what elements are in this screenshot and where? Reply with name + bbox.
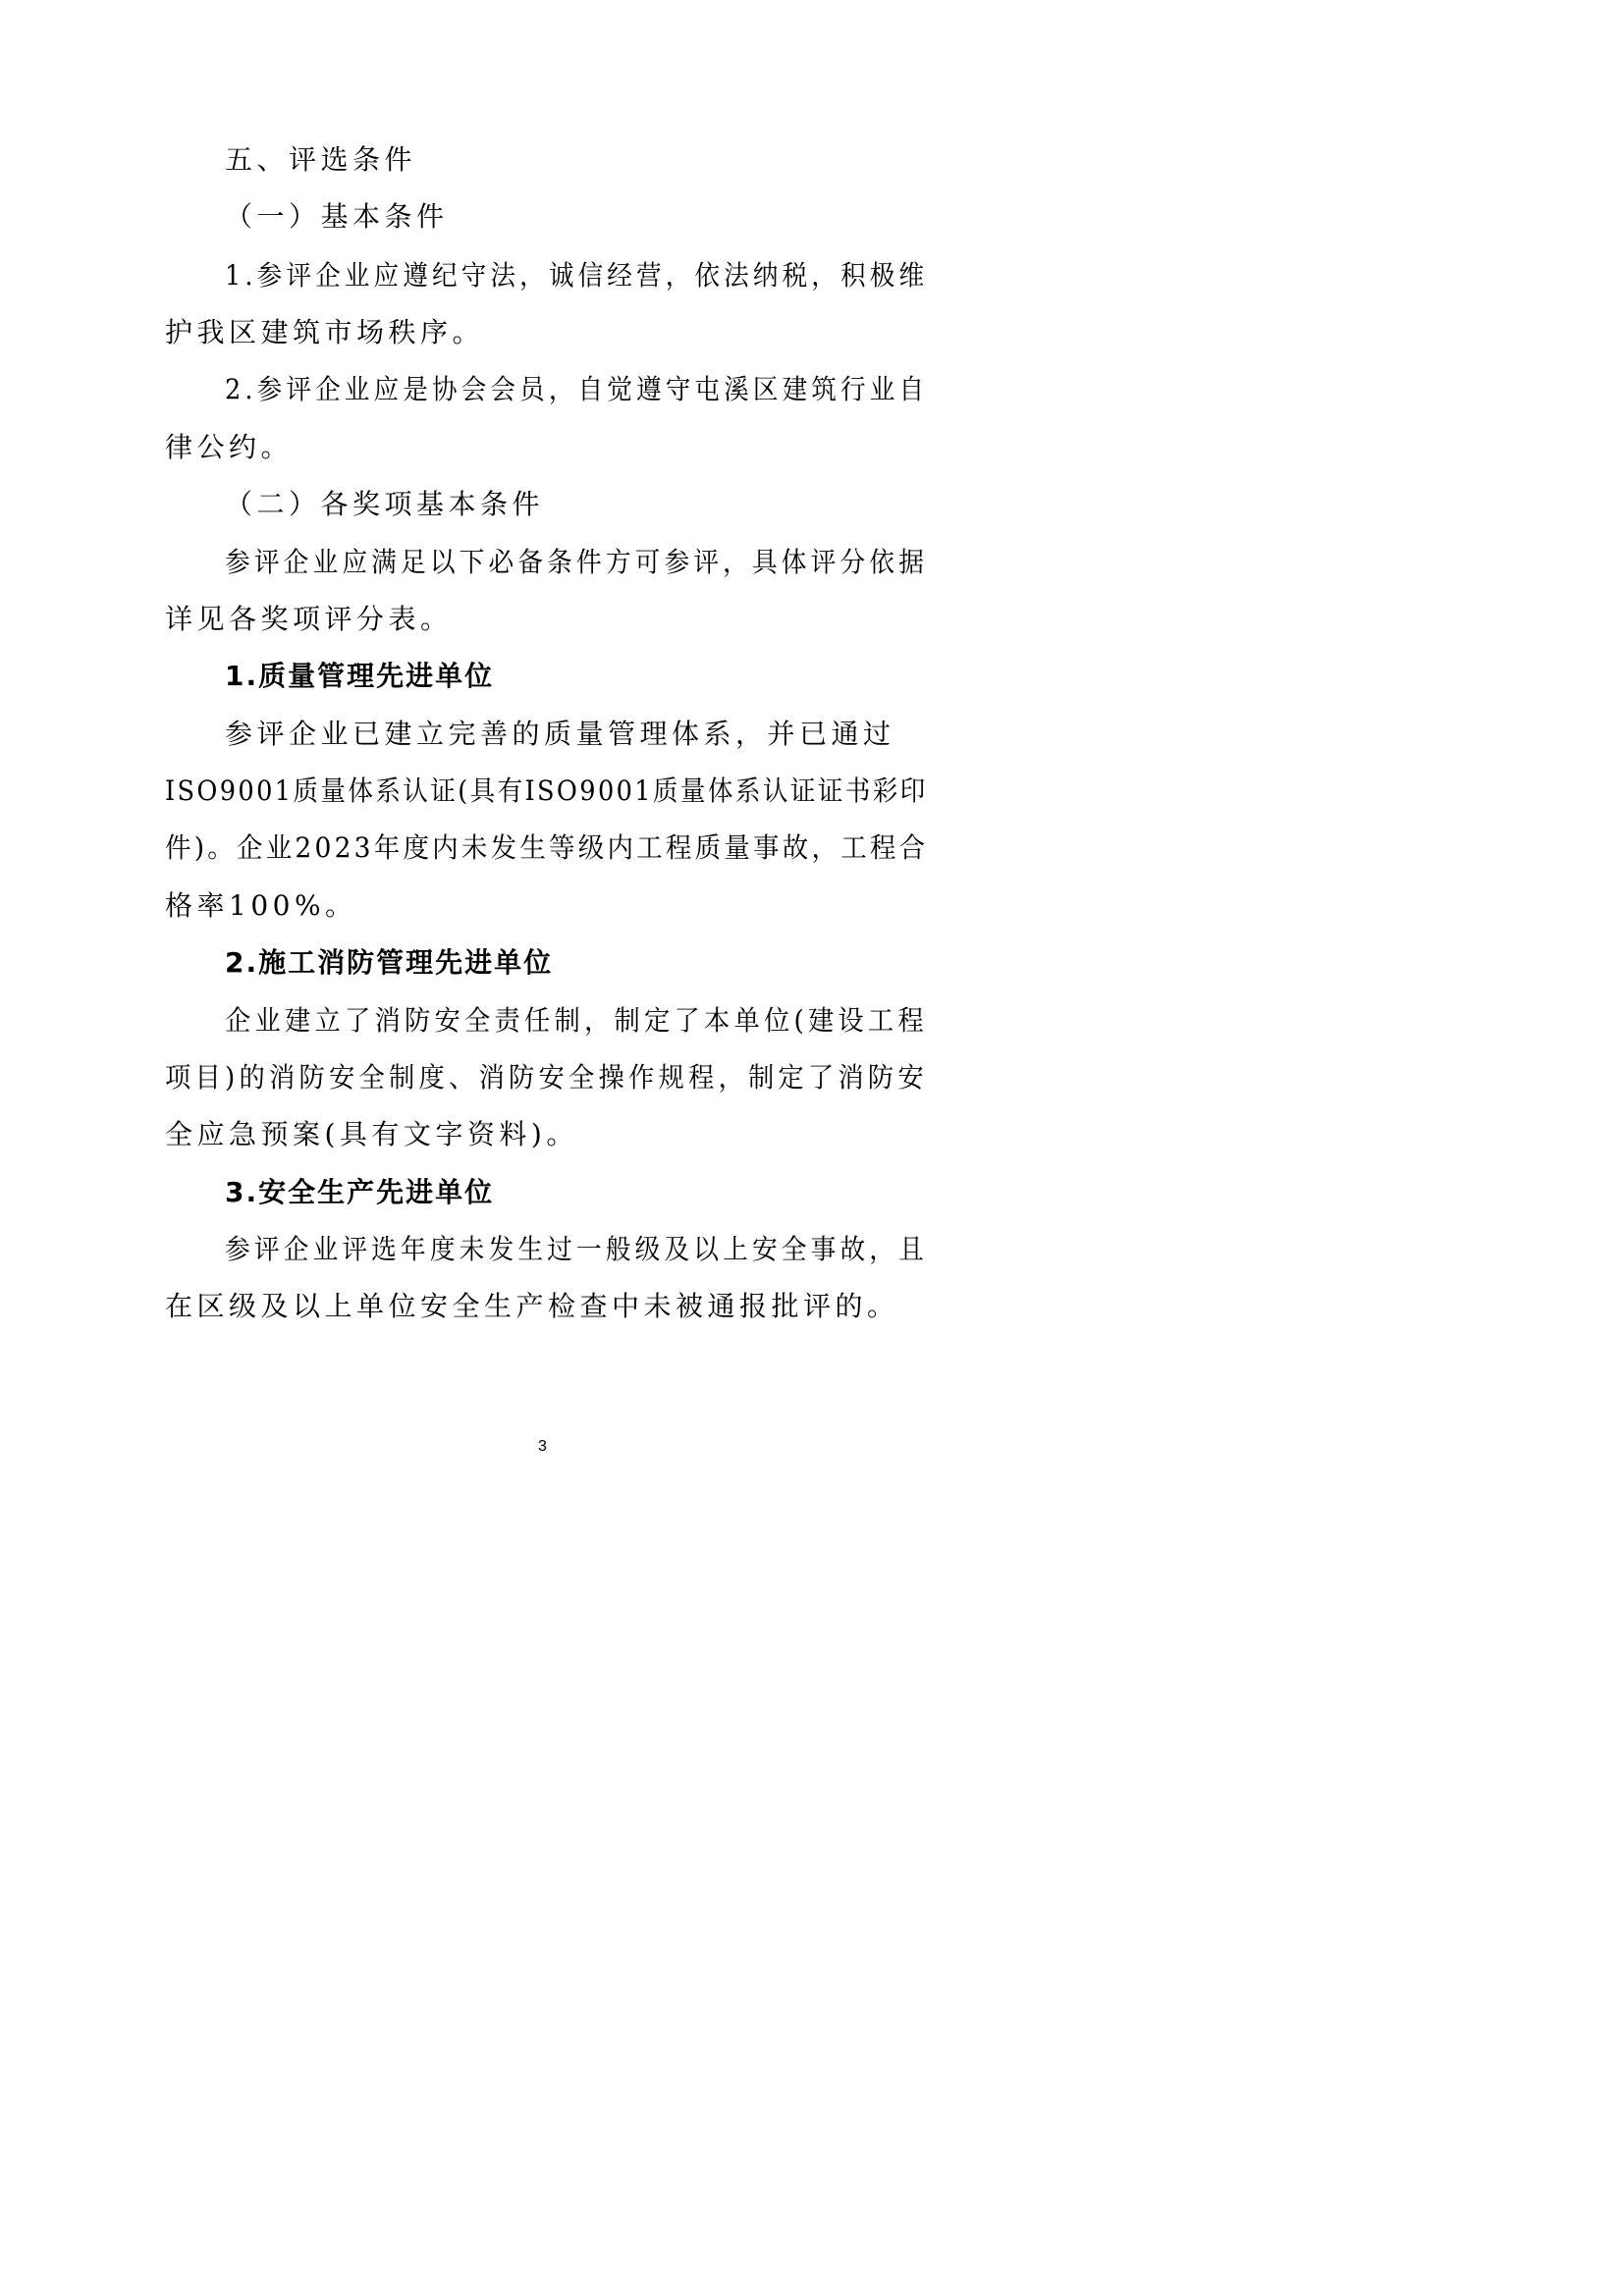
paragraph-line: 参评企业应满足以下必备条件方可参评，具体评分依据: [225, 546, 928, 578]
subsection-heading: （二）各奖项基本条件: [225, 488, 545, 520]
paragraph-line: 件)。企业2023年度内未发生等级内工程质量事故，工程合: [165, 831, 929, 864]
paragraph-line: 参评企业已建立完善的质量管理体系，并已通过: [225, 718, 895, 750]
paragraph-line: 项目)的消防安全制度、消防安全操作规程，制定了消防安: [165, 1061, 928, 1094]
item-heading: 2.施工消防管理先进单位: [225, 946, 554, 979]
section-heading: 五、评选条件: [225, 143, 417, 176]
paragraph-line: 详见各奖项评分表。: [165, 603, 453, 635]
paragraph-line: ISO9001质量体系认证(具有ISO9001质量体系认证证书彩印: [165, 774, 928, 807]
document-page: [0, 0, 1085, 1533]
page-number: 3: [538, 1438, 547, 1455]
item-heading: 3.安全生产先进单位: [225, 1176, 495, 1208]
paragraph-line: 律公约。: [165, 431, 294, 463]
subsection-heading: （一）基本条件: [225, 200, 449, 233]
paragraph-line: 参评企业评选年度未发生过一般级及以上安全事故，且: [225, 1233, 928, 1265]
paragraph-line: 在区级及以上单位安全生产检查中未被通报批评的。: [165, 1290, 899, 1322]
paragraph-line: 格率100%。: [165, 889, 357, 922]
paragraph-line: 全应急预案(具有文字资料)。: [165, 1118, 578, 1150]
paragraph-line: 1.参评企业应遵纪守法，诚信经营，依法纳税，积极维: [225, 259, 929, 292]
paragraph-line: 2.参评企业应是协会会员，自觉遵守屯溪区建筑行业自: [225, 373, 929, 405]
item-heading: 1.质量管理先进单位: [225, 660, 495, 692]
paragraph-line: 企业建立了消防安全责任制，制定了本单位(建设工程: [225, 1004, 928, 1037]
paragraph-line: 护我区建筑市场秩序。: [165, 316, 485, 348]
